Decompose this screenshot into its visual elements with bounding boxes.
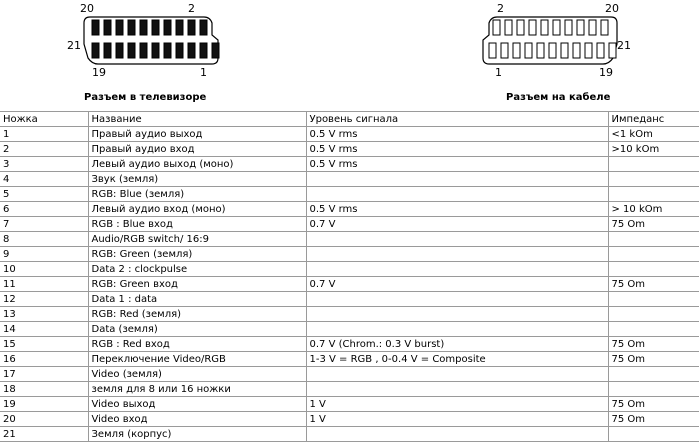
pin-number-cell: 18 [0,382,88,397]
tv-connector-caption: Разъем в телевизоре [84,92,207,103]
signal-level-cell: 1 V [306,412,608,427]
cable-pin [585,43,592,58]
pin-number-cell: 5 [0,187,88,202]
cable-pin [561,43,568,58]
tv-pin [152,20,159,35]
pin-name-cell: Data 1 : data [88,292,306,307]
tv-pin [212,43,219,58]
impedance-cell: >10 kOm [608,142,699,157]
tv-pin-label-side: 21 [67,39,81,52]
pin-name-cell: Правый аудио вход [88,142,306,157]
tv-pin-label-top-left: 20 [80,2,94,15]
tv-pin [116,20,123,35]
pin-number-cell: 6 [0,202,88,217]
pin-name-cell: RGB: Green (земля) [88,247,306,262]
table-row [0,322,699,337]
impedance-cell [608,232,699,247]
tv-pin [92,20,99,35]
signal-level-cell: 0.7 V (Chrom.: 0.3 V burst) [306,337,608,352]
pin-number-cell: 1 [0,127,88,142]
pinout-table-body [0,127,699,442]
cable-pins-top [493,20,608,35]
tv-pin-label-top-right: 2 [188,2,195,15]
tv-pin [200,20,207,35]
pin-number-cell: 20 [0,412,88,427]
tv-pin [152,43,159,58]
table-row [0,397,699,412]
table-row [0,352,699,367]
pinout-table [0,111,699,442]
impedance-cell [608,307,699,322]
cable-connector-caption: Разъем на кабеле [506,92,611,103]
cable-pin [565,20,572,35]
impedance-cell [608,322,699,337]
impedance-cell: <1 kOm [608,127,699,142]
tv-pin [92,43,99,58]
signal-level-cell [306,247,608,262]
pin-number-cell: 21 [0,427,88,442]
tv-pin [140,43,147,58]
cable-pin [501,43,508,58]
cable-pin [601,20,608,35]
pin-name-cell: земля для 8 или 16 ножки [88,382,306,397]
signal-level-cell [306,382,608,397]
table-row [0,232,699,247]
cable-pins-bottom [489,43,616,58]
pin-number-cell: 15 [0,337,88,352]
table-row [0,277,699,292]
tv-pin [116,43,123,58]
tv-pin [104,43,111,58]
tv-pin [104,20,111,35]
signal-level-cell [306,322,608,337]
pin-number-cell: 9 [0,247,88,262]
cable-pin-label-side: 21 [617,39,631,52]
impedance-cell: 75 Om [608,217,699,232]
impedance-cell [608,172,699,187]
signal-level-cell [306,307,608,322]
signal-level-cell [306,187,608,202]
header-impedance: Импеданс [608,112,699,127]
cable-pin [589,20,596,35]
signal-level-cell: 0.7 V [306,217,608,232]
signal-level-cell [306,232,608,247]
tv-pin [140,20,147,35]
table-row [0,412,699,427]
cable-pin [513,43,520,58]
header-pin: Ножка [0,112,88,127]
table-row [0,307,699,322]
tv-pins-bottom [92,43,219,58]
tv-pin [200,43,207,58]
signal-level-cell: 0.5 V rms [306,157,608,172]
signal-level-cell: 0.7 V [306,277,608,292]
cable-pin [573,43,580,58]
impedance-cell: 75 Om [608,397,699,412]
impedance-cell: 75 Om [608,412,699,427]
impedance-cell: 75 Om [608,337,699,352]
tv-pin [128,20,135,35]
pin-number-cell: 12 [0,292,88,307]
pin-name-cell: Земля (корпус) [88,427,306,442]
cable-pin [549,43,556,58]
cable-pin [517,20,524,35]
pin-name-cell: RGB: Green вход [88,277,306,292]
pin-name-cell: RGB: Blue (земля) [88,187,306,202]
pin-name-cell: RGB : Red вход [88,337,306,352]
pin-name-cell: Левый аудио выход (моно) [88,157,306,172]
cable-pin [597,43,604,58]
table-header-row [0,112,699,127]
table-row [0,172,699,187]
table-row [0,217,699,232]
table-row [0,292,699,307]
pin-name-cell: Левый аудио вход (моно) [88,202,306,217]
pin-number-cell: 7 [0,217,88,232]
pin-number-cell: 19 [0,397,88,412]
tv-pin [128,43,135,58]
impedance-cell [608,427,699,442]
impedance-cell: 75 Om [608,352,699,367]
pin-name-cell: Video (земля) [88,367,306,382]
cable-pin [529,20,536,35]
pin-name-cell: Переключение Video/RGB [88,352,306,367]
pin-name-cell: Звук (земля) [88,172,306,187]
pin-number-cell: 2 [0,142,88,157]
pin-number-cell: 17 [0,367,88,382]
pin-number-cell: 3 [0,157,88,172]
table-row [0,187,699,202]
cable-pin [489,43,496,58]
pin-number-cell: 4 [0,172,88,187]
pin-name-cell: Audio/RGB switch/ 16:9 [88,232,306,247]
cable-pin-label-top-left: 2 [497,2,504,15]
pin-name-cell: RGB : Blue вход [88,217,306,232]
pin-number-cell: 14 [0,322,88,337]
connector-diagrams [0,0,699,108]
table-row [0,367,699,382]
signal-level-cell: 1-3 V = RGB , 0-0.4 V = Composite [306,352,608,367]
tv-pins-top [92,20,207,35]
cable-pin [505,20,512,35]
cable-pin [537,43,544,58]
pin-name-cell: Video вход [88,412,306,427]
pin-name-cell: Правый аудио выход [88,127,306,142]
pin-number-cell: 16 [0,352,88,367]
cable-pin-label-bottom-right: 19 [599,66,613,79]
cable-pin [525,43,532,58]
signal-level-cell [306,292,608,307]
cable-pin [541,20,548,35]
pin-number-cell: 10 [0,262,88,277]
signal-level-cell: 0.5 V rms [306,202,608,217]
impedance-cell [608,187,699,202]
impedance-cell [608,367,699,382]
impedance-cell [608,292,699,307]
impedance-cell [608,382,699,397]
pin-name-cell: RGB: Red (земля) [88,307,306,322]
cable-connector-diagram [475,0,655,82]
pin-number-cell: 8 [0,232,88,247]
header-signal-level: Уровень сигнала [306,112,608,127]
table-row [0,382,699,397]
tv-pin-label-bottom-right: 1 [200,66,207,79]
tv-pin [164,20,171,35]
signal-level-cell: 1 V [306,397,608,412]
cable-pin [577,20,584,35]
signal-level-cell: 0.5 V rms [306,142,608,157]
tv-pin [176,43,183,58]
tv-pin-label-bottom-left: 19 [92,66,106,79]
impedance-cell [608,157,699,172]
table-row [0,337,699,352]
tv-pin [176,20,183,35]
tv-pin [188,20,195,35]
impedance-cell [608,247,699,262]
signal-level-cell [306,367,608,382]
table-row [0,247,699,262]
tv-pin [188,43,195,58]
cable-pin [493,20,500,35]
cable-pin-label-bottom-left: 1 [495,66,502,79]
pin-number-cell: 13 [0,307,88,322]
table-row [0,157,699,172]
cable-pin [553,20,560,35]
signal-level-cell [306,172,608,187]
tv-connector-diagram [60,0,240,82]
table-row [0,262,699,277]
table-row [0,127,699,142]
pin-name-cell: Data (земля) [88,322,306,337]
table-row [0,427,699,442]
pin-name-cell: Video выход [88,397,306,412]
pin-number-cell: 11 [0,277,88,292]
tv-pin [164,43,171,58]
table-row [0,202,699,217]
cable-pin [609,43,616,58]
signal-level-cell [306,262,608,277]
table-row [0,142,699,157]
pin-name-cell: Data 2 : clockpulse [88,262,306,277]
header-name: Название [88,112,306,127]
impedance-cell: 75 Om [608,277,699,292]
impedance-cell [608,262,699,277]
cable-pin-label-top-right: 20 [605,2,619,15]
signal-level-cell: 0.5 V rms [306,127,608,142]
impedance-cell: > 10 kOm [608,202,699,217]
signal-level-cell [306,427,608,442]
